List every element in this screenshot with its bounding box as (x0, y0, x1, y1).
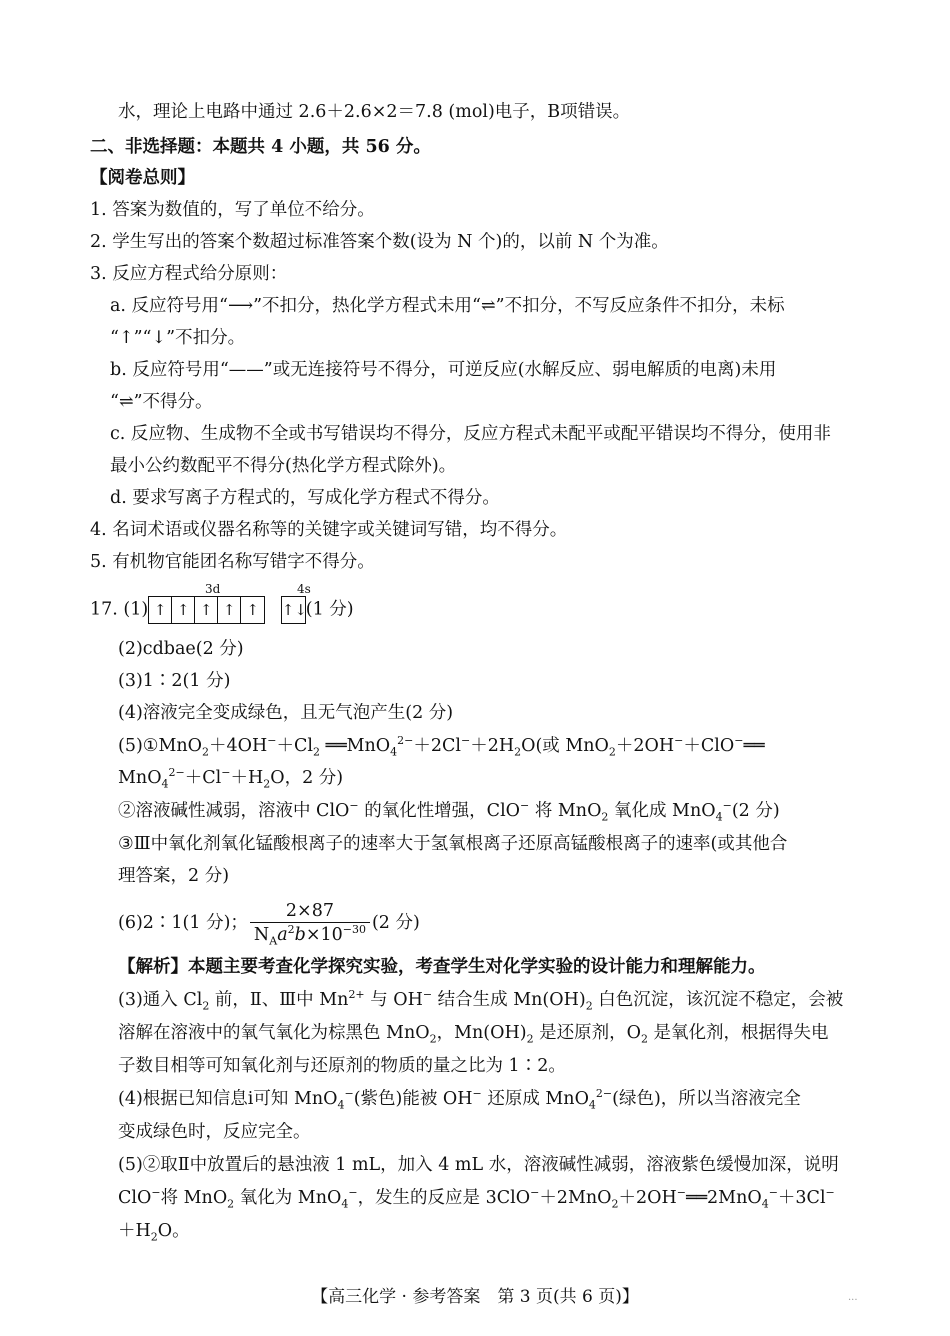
footer-dots: ... (848, 1292, 858, 1303)
analysis-3-line1: (3)通入 $Cl_2$ 前，Ⅱ、Ⅲ中 $Mn^{2+}$ 与 OH− 结合生成 $Mn(OH)_2$ 白色沉淀，该沉淀不稳定，会被 (118, 988, 844, 1013)
answer-6 (118, 900, 420, 947)
rule-3a-line2: “↑”“↓”不扣分。 (110, 328, 246, 348)
answer-6-prefix: (6)2∶1(1 分)； (118, 913, 248, 933)
orbital-3d-cell: ↑ (172, 597, 195, 623)
analysis-5-line2: ClO−将 MnO$_2$ 氧化为 MnO$_4$−，发生的反应是 3ClO−＋2MnO$_2$＋2OH−══2MnO$_4$−＋3Cl− (118, 1186, 835, 1211)
answer-3: (3)1∶2(1 分) (118, 671, 231, 691)
answer-5-2: ②溶液碱性减弱，溶液中 ClO− 的氧化性增强，ClO− 将 MnO$_2$ 氧化成 MnO$_4$−(2 分) (118, 799, 780, 824)
rule-3b-line2: “⇌”不得分。 (110, 392, 213, 412)
q17-part1 (90, 596, 354, 624)
orbital-3d-cell: ↑ (218, 597, 241, 623)
answer-4: (4)溶液完全变成绿色，且无气泡产生(2 分) (118, 703, 454, 723)
rule-2: 2. 学生写出的答案个数超过标准答案个数(设为 N 个)的，以前 N 个为准。 (90, 232, 669, 252)
orbital-3d-cell: ↑ (149, 597, 172, 623)
analysis-5-line1: (5)②取Ⅱ中放置后的悬浊液 1 mL，加入 4 mL 水，溶液碱性减弱，溶液紫色缓慢加深，说明 (118, 1155, 839, 1175)
rule-3c-line2: 最小公约数配平不得分(热化学方程式除外)。 (110, 456, 457, 476)
analysis-title: 【解析】本题主要考查化学探究实验，考查学生对化学实验的设计能力和理解能力。 (118, 957, 766, 977)
rule-1: 1. 答案为数值的，写了单位不给分。 (90, 200, 375, 220)
answer-5-line1: $(5)①MnO_2+4OH^-+Cl_2$ $══MnO_4^{2-}+2Cl^-+2H_2O$(或 MnO$_2$＋2OH−＋ClO−══ (118, 734, 765, 759)
analysis-5-line3: $+H_2O$。 (118, 1221, 190, 1244)
fraction-numerator: 2×87 (250, 900, 370, 923)
answer-5-3-line1: ③Ⅲ中氧化剂氧化锰酸根离子的速率大于氢氧根离子还原高锰酸根离子的速率(或其他合 (118, 834, 788, 854)
answer-6-score: (2 分) (371, 913, 420, 933)
orbital-4s (281, 596, 306, 624)
section-title: 二、非选择题：本题共 4 小题，共 56 分。 (90, 137, 431, 157)
rule-5: 5. 有机物官能团名称写错字不得分。 (90, 552, 375, 572)
rule-3d: d. 要求写离子方程式的，写成化学方程式不得分。 (110, 488, 500, 508)
analysis-3-line3: 子数目相等可知氧化剂与还原剂的物质的量之比为 1∶2。 (118, 1056, 566, 1076)
analysis-3-line2: 溶解在溶液中的氧气氧化为棕黑色 MnO$_2$，$Mn(OH)_2$ 是还原剂，$O_2$ 是氧化剂，根据得失电 (118, 1023, 829, 1046)
analysis-4-line1: (4)根据已知信息ⅰ可知 MnO$_4$−(紫色)能被 OH− 还原成 MnO$_4^{2-}$(绿色)，所以当溶液完全 (118, 1087, 801, 1112)
orbital-3d-cell: ↑ (195, 597, 218, 623)
rule-4: 4. 名词术语或仪器名称等的关键字或关键词写错，均不得分。 (90, 520, 568, 540)
fraction-denominator: $N_Aa^2b\times 10^{-30}$ (253, 923, 366, 948)
answer-5-line2: $MnO_4^{2-}+Cl^-+H_2O$，2 分) (118, 766, 344, 791)
page-footer: 【高三化学 · 参考答案 第 3 页(共 6 页)】 (311, 1287, 639, 1307)
rule-3b-line1: b. 反应符号用“——”或无连接符号不得分，可逆反应(水解反应、弱电解质的电离)未用 (110, 360, 777, 380)
rule-3: 3. 反应方程式给分原则： (90, 264, 288, 284)
rule-3a-line1: a. 反应符号用“⟶”不扣分，热化学方程式未用“⇌”不扣分，不写反应条件不扣分，未标 (110, 296, 785, 316)
orbital-3d-cell: ↑ (246, 601, 259, 619)
label-4s: 4s (297, 582, 311, 596)
fraction (250, 900, 370, 947)
label-3d: 3d (205, 582, 221, 596)
text-line: 水，理论上电路中通过 2.6＋2.6×2＝7.8 (mol)电子，B项错误。 (118, 102, 631, 122)
analysis-4-line2: 变成绿色时，反应完全。 (118, 1122, 311, 1142)
orbital-3d (148, 596, 265, 624)
rule-3c-line1: c. 反应物、生成物不全或书写错误均不得分，反应方程式未配平或配平错误均不得分，使用非 (110, 424, 831, 444)
orbital-4s-cell: ↑↓ (281, 601, 307, 619)
rules-title: 【阅卷总则】 (90, 168, 195, 188)
answer-2: (2)cdbae(2 分) (118, 639, 244, 659)
q17-score: (1 分) (305, 599, 354, 620)
q17-prefix: 17. (1) (90, 599, 149, 620)
answer-5-3-line2: 理答案，2 分) (118, 866, 230, 886)
